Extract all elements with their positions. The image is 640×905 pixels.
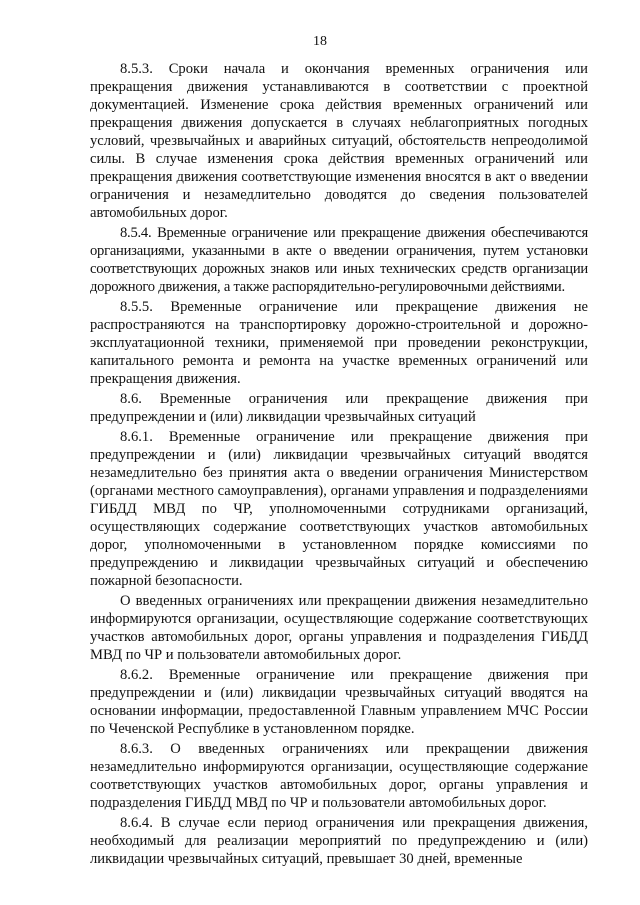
paragraph-8-6-heading: 8.6. Временные ограничения или прекращение движения при предупреждении и (или) ликвидации чрезвычайных ситуаций xyxy=(90,391,588,425)
paragraph-8-6-3: 8.6.3. О введенных ограничениях или прекращении движения незамедлительно информируются организации, осуществляющие содержание соответствующих участков автомобильных дорог, органы управления и подразделения ГИБДД МВД по ЧР и пользователи автомобильных дорог. xyxy=(90,741,588,811)
page-number: 18 xyxy=(313,34,327,49)
paragraph-8-6-1-notice: О введенных ограничениях или прекращении движения незамедлительно информируются организации, осуществляющие содержание соответствующих участков автомобильных дорог, органы управления и подразделения ГИБДД МВД по ЧР и пользователи автомобильных дорог. xyxy=(90,593,588,663)
paragraph-8-6-1: 8.6.1. Временные ограничение или прекращение движения при предупреждении и (или) ликвидации чрезвычайных ситуаций вводятся незамедлительно без принятия акта о введении ограничения Министерством (органами местного самоуправления), органами управления и подразделениями ГИБДД МВД по ЧР, уполномоченными сотрудниками организаций, осуществляющих содержание соответствующих участков автомобильных дорог, уполномоченными в установленном порядке комиссиями по предупреждению и ликвидации чрезвычайных ситуаций и обеспечению пожарной безопасности. xyxy=(90,429,588,589)
document-body xyxy=(90,60,588,870)
paragraph-8-5-3: 8.5.3. Сроки начала и окончания временных ограничения или прекращения движения устанавливаются в соответствии с проектной документацией. Изменение срока действия временных ограничений или прекращения движения допускается в случаях неблагоприятных погодных условий, чрезвычайных и аварийных ситуаций, обстоятельств непреодолимой силы. В случае изменения срока действия временных ограничений или прекращения движения соответствующие изменения вносятся в акт о введении ограничения и незамедлительно доводятся до сведения пользователей автомобильных дорог. xyxy=(90,61,588,221)
paragraph-8-5-5: 8.5.5. Временные ограничение или прекращение движения не распространяются на транспортировку дорожно-строительной и дорожно-эксплуатационной техники, применяемой при проведении реконструкции, капитального ремонта и ремонта на участке временных ограничений или прекращения движения. xyxy=(90,299,588,387)
paragraph-8-6-4: 8.6.4. В случае если период ограничения или прекращения движения, необходимый для реализации мероприятий по предупреждению и (или) ликвидации чрезвычайных ситуаций, превышает 30 дней, временные xyxy=(90,815,588,867)
paragraph-8-6-2: 8.6.2. Временные ограничение или прекращение движения при предупреждении и (или) ликвидации чрезвычайных ситуаций вводятся на основании информации, предоставленной Главным управлением МЧС России по Чеченской Республике в установленном порядке. xyxy=(90,667,588,737)
paragraph-8-5-4: 8.5.4. Временные ограничение или прекращение движения обеспечиваются организациями, указанными в акте о введении ограничения, путем установки соответствующих дорожных знаков или иных технических средств организации дорожного движения, а также распорядительно-регулировочными действиями. xyxy=(90,225,588,295)
